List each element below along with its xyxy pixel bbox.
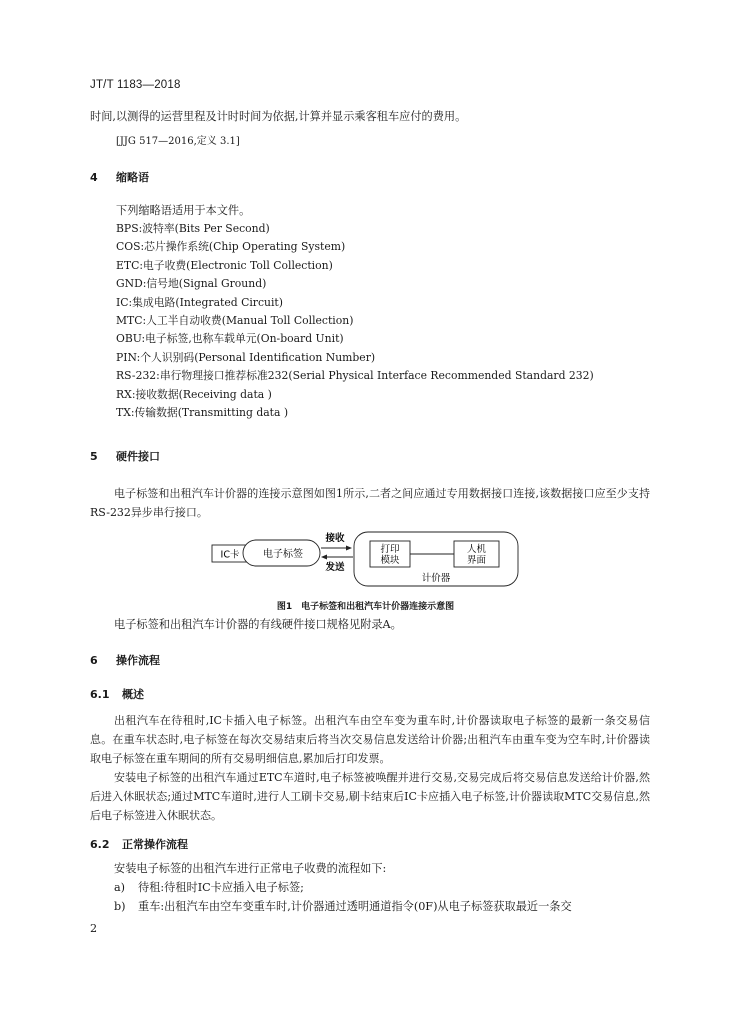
section-4-heading	[90, 169, 149, 185]
section-5-paragraph: 电子标签和出租汽车计价器的连接示意图如图1所示,二者之间应通过专用数据接口连接,该数据接口应至少支持RS-232异步串行接口。	[90, 487, 650, 519]
section-number: 4	[90, 171, 98, 184]
normal-flow-lead: 安装电子标签的出租汽车进行正常电子收费的流程如下:	[114, 862, 387, 875]
list-item: MTC:人工半自动收费(Manual Toll Collection)	[116, 313, 354, 327]
list-item: RS-232:串行物理接口推荐标准232(Serial Physical Interface Recommended Standard 232)	[116, 369, 594, 383]
list-item: ETC:电子收费(Electronic Toll Collection)	[116, 258, 333, 272]
section-5-heading	[90, 448, 160, 464]
section-title: 硬件接口	[116, 450, 160, 463]
list-item: RX:接收数据(Receiving data )	[116, 387, 272, 401]
list-item: COS:芯片操作系统(Chip Operating System)	[116, 240, 346, 254]
list-item-b	[114, 898, 572, 916]
arrow-right-icon	[346, 546, 352, 551]
section-6-heading	[90, 652, 160, 668]
overview-paragraph-2: 安装电子标签的出租汽车通过ETC车道时,电子标签被唤醒并进行交易,交易完成后将交易信息发送给计价器,然后进入休眠状态;通过MTC车道时,进行人工刷卡交易,刷卡结束后IC卡应插入电子标签,计价器读取MTC交易信息,然后电子标签进入休眠状态。	[90, 771, 650, 822]
section-title: 操作流程	[116, 654, 160, 667]
list-item: BPS:波特率(Bits Per Second)	[116, 222, 270, 235]
item-label: b)	[114, 900, 126, 913]
print-module-line2: 模块	[380, 555, 400, 566]
print-module-line1: 打印	[380, 544, 400, 555]
list-item: OBU:电子标签,也称车载单元(On-board Unit)	[116, 332, 344, 346]
page-number: 2	[90, 922, 98, 935]
tag-label: 电子标签	[263, 549, 303, 560]
hmi-line1: 人机	[466, 544, 487, 555]
standard-number: JT/T 1183—2018	[90, 79, 181, 91]
section-title: 概述	[122, 688, 144, 701]
arrow-left-icon	[321, 555, 327, 560]
list-item: PIN:个人识别码(Personal Identification Number)	[116, 350, 376, 364]
appendix-reference: 电子标签和出租汽车计价器的有线硬件接口规格见附录A。	[114, 618, 402, 631]
overview-paragraph-1: 出租汽车在待租时,IC卡插入电子标签。出租汽车由空车变为重车时,计价器读取电子标签的最新一条交易信息。在重车状态时,电子标签在每次交易结束后将当次交易信息发送给计价器;出租汽车由重车变为空车时,计价器读取电子标签在重车期间的所有交易明细信息,累加后打印发票。	[90, 714, 650, 765]
abbrev-lead: 下列缩略语适用于本文件。	[116, 204, 251, 217]
item-label: a)	[114, 881, 126, 894]
section-title: 缩略语	[116, 171, 149, 184]
section-6-1-heading	[90, 686, 144, 702]
send-label: 发送	[325, 562, 345, 573]
section-6-2-heading	[90, 836, 188, 852]
list-item: IC:集成电路(Integrated Circuit)	[116, 295, 283, 309]
section-title: 正常操作流程	[122, 838, 188, 851]
list-item: TX:传输数据(Transmitting data )	[116, 405, 289, 419]
ic-card-label: IC卡	[220, 549, 240, 561]
item-text: 重车:出租汽车由空车变重车时,计价器通过透明通道指令(0F)从电子标签获取最近一条交	[138, 900, 572, 913]
abbreviation-list	[116, 220, 636, 422]
meter-label: 计价器	[421, 573, 451, 584]
receive-label: 接收	[325, 533, 345, 544]
definition-continuation: 时间,以测得的运营里程及计时时间为依据,计算并显示乘客租车应付的费用。	[90, 110, 467, 123]
section-number: 6	[90, 654, 98, 667]
section-number: 5	[90, 450, 98, 463]
definition-citation: [JJG 517—2016,定义 3.1]	[116, 136, 240, 147]
hmi-line2: 界面	[466, 555, 487, 566]
figure-caption: 图1 电子标签和出租汽车计价器连接示意图	[276, 602, 455, 612]
list-item: GND:信号地(Signal Ground)	[116, 277, 267, 291]
list-item-a	[114, 879, 304, 897]
section-number: 6.1	[90, 688, 110, 701]
connection-diagram	[205, 528, 525, 592]
section-number: 6.2	[90, 838, 110, 851]
item-text: 待租:待租时IC卡应插入电子标签;	[138, 881, 304, 894]
